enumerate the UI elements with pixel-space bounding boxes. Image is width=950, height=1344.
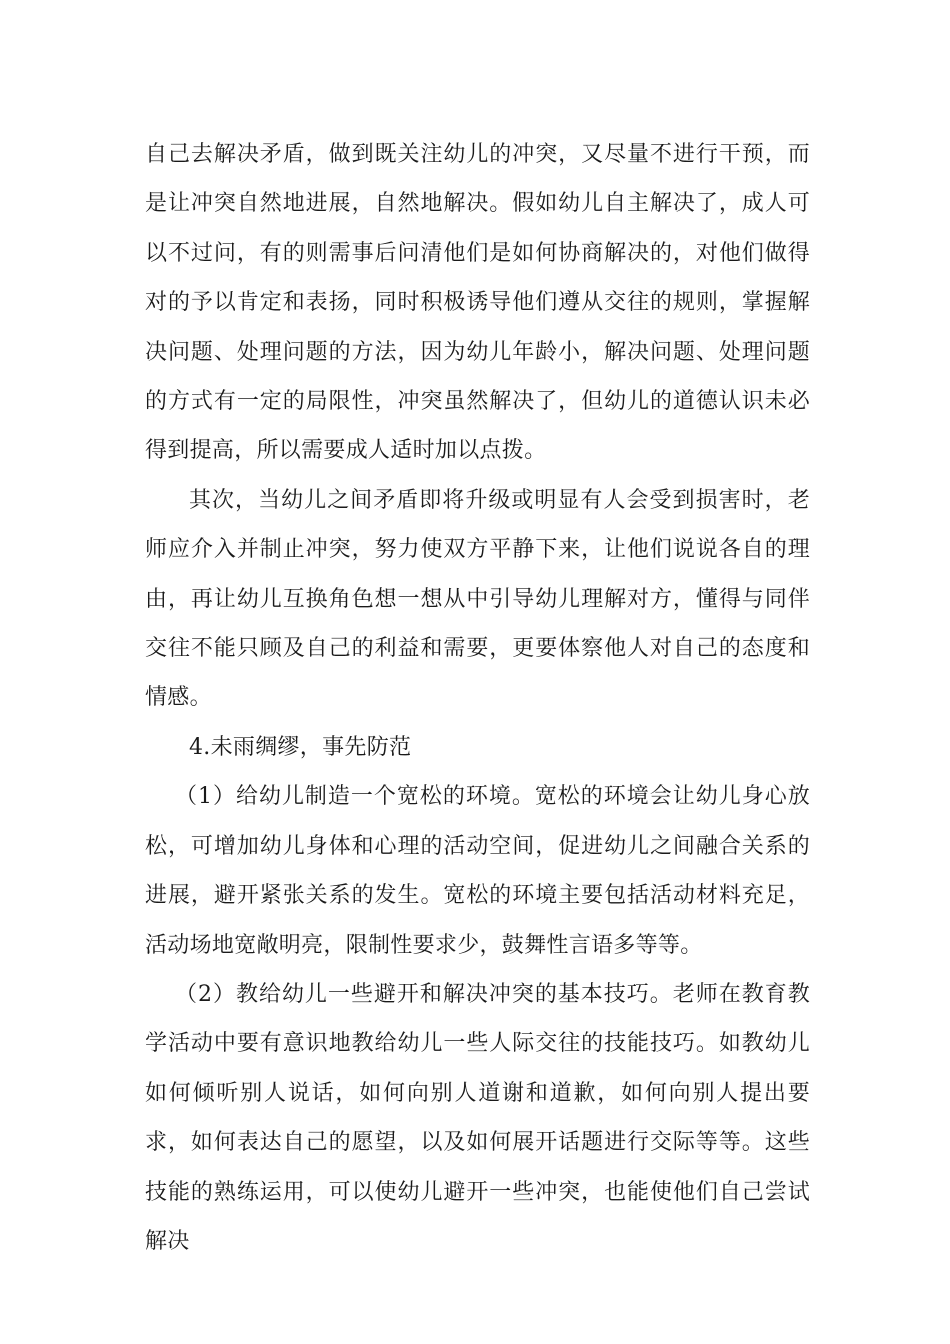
paragraph-continuation: 自己去解决矛盾，做到既关注幼儿的冲突，又尽量不进行干预，而是让冲突自然地进展，自然地解决。假如幼儿自主解决了，成人可以不过问，有的则需事后问清他们是如何协商解决的，对他们做得对的予以肯定和表扬，同时积极诱导他们遵从交往的规则，掌握解决问题、处理问题的方法，因为幼儿年龄小，解决问题、处理问题的方式有一定的局限性，冲突虽然解决了，但幼儿的道德认识未必得到提高，所以需要成人适时加以点拨。 [145,142,810,464]
paragraph-item-1: （1）给幼儿制造一个宽松的环境。宽松的环境会让幼儿身心放松，可增加幼儿身体和心理的活动空间，促进幼儿之间融合关系的进展，避开紧张关系的发生。宽松的环境主要包括活动材料充足，活动场地宽敞明亮，限制性要求少，鼓舞性言语多等等。 [145,784,810,958]
paragraph-secondly: 其次，当幼儿之间矛盾即将升级或明显有人会受到损害时，老师应介入并制止冲突，努力使双方平静下来，让他们说说各自的理由，再让幼儿互换角色想一想从中引导幼儿理解对方，懂得与同伴交往不能只顾及自己的利益和需要，更要体察他人对自己的态度和情感。 [145,487,810,711]
document-body [145,130,810,1266]
paragraph-item-2: （2）教给幼儿一些避开和解决冲突的基本技巧。老师在教育教学活动中要有意识地教给幼儿一些人际交往的技能技巧。如教幼儿如何倾听别人说话，如何向别人道谢和道歉，如何向别人提出要求，如何表达自己的愿望，以及如何展开话题进行交际等等。这些技能的熟练运用，可以使幼儿避开一些冲突，也能使他们自己尝试解决 [145,981,810,1254]
section-heading-4: 4.未雨绸缪，事先防范 [189,734,412,760]
